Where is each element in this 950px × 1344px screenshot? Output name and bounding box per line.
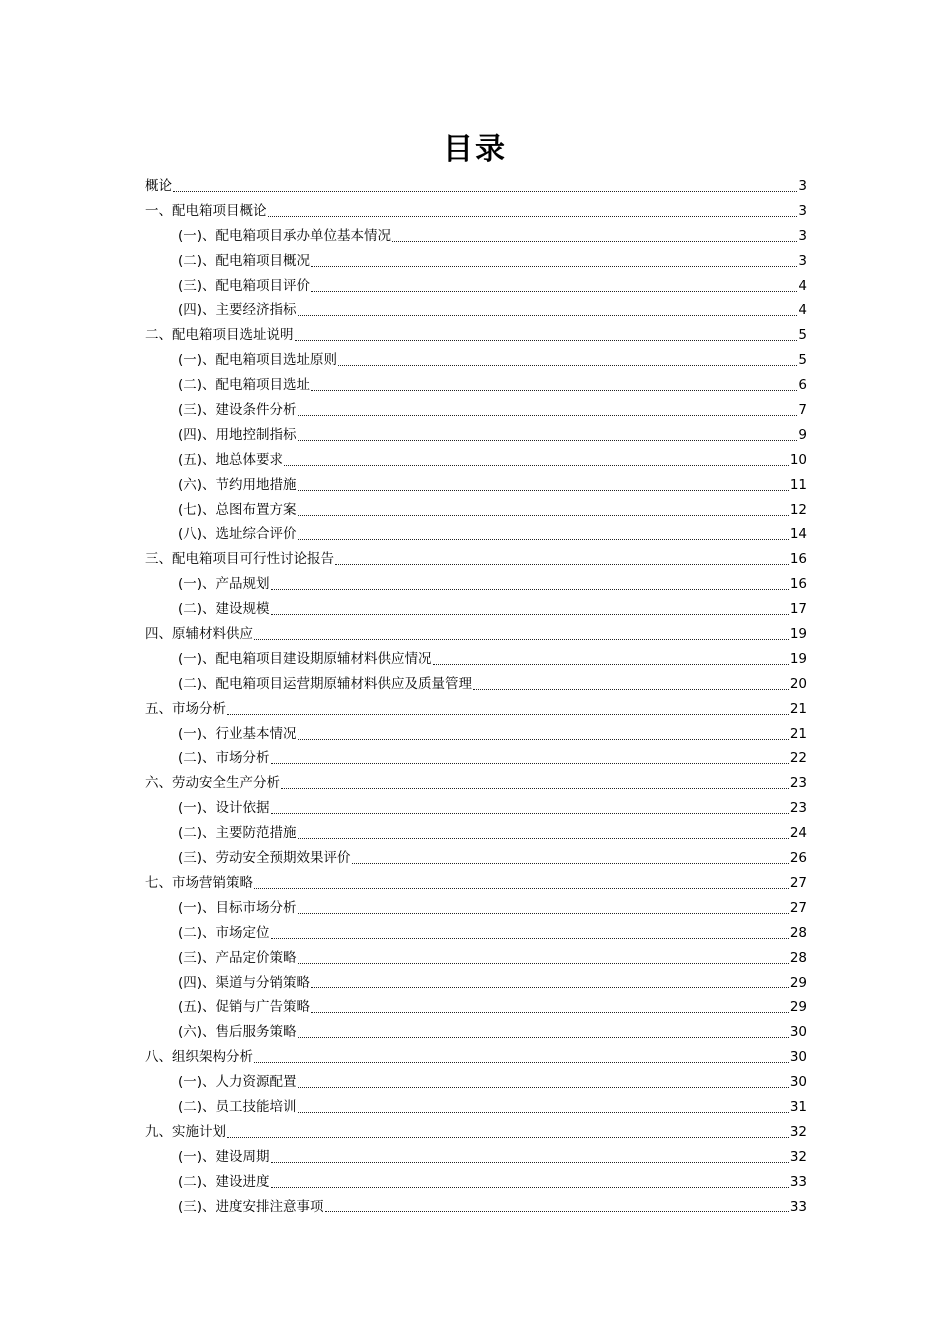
toc-entry-page-number: 21 bbox=[789, 700, 807, 717]
dot-leader bbox=[298, 515, 789, 516]
dot-leader bbox=[473, 689, 789, 690]
toc-entry[interactable] bbox=[145, 174, 807, 199]
toc-entry-label: (三)、建设条件分析 bbox=[178, 402, 297, 419]
toc-entry-label: (七)、总图布置方案 bbox=[178, 501, 297, 518]
toc-entry[interactable] bbox=[145, 373, 807, 398]
toc-entry-page-number: 29 bbox=[789, 974, 807, 991]
dot-leader bbox=[271, 1162, 789, 1163]
dot-leader bbox=[227, 714, 789, 715]
toc-entry-label: (一)、配电箱项目选址原则 bbox=[178, 352, 338, 369]
toc-entry[interactable] bbox=[145, 846, 807, 871]
toc-entry-label: (一)、产品规划 bbox=[178, 576, 270, 593]
dot-leader bbox=[298, 315, 798, 316]
toc-entry-page-number: 16 bbox=[789, 576, 807, 593]
toc-entry-page-number: 30 bbox=[789, 1074, 807, 1091]
toc-entry[interactable] bbox=[145, 672, 807, 697]
toc-entry-label: 概论 bbox=[145, 178, 172, 194]
toc-entry-label: (六)、节约用地措施 bbox=[178, 476, 297, 493]
toc-entry-label: (一)、设计依据 bbox=[178, 800, 270, 817]
toc-entry-page-number: 33 bbox=[789, 1198, 807, 1215]
dot-leader bbox=[298, 1037, 789, 1038]
toc-entry-page-number: 31 bbox=[789, 1098, 807, 1115]
toc-entry-page-number: 3 bbox=[798, 252, 807, 269]
dot-leader bbox=[325, 1211, 789, 1212]
toc-entry[interactable] bbox=[145, 597, 807, 622]
toc-entry-page-number: 21 bbox=[789, 725, 807, 742]
dot-leader bbox=[311, 987, 789, 988]
toc-entry[interactable] bbox=[145, 1045, 807, 1070]
dot-leader bbox=[284, 465, 789, 466]
dot-leader bbox=[298, 440, 798, 441]
toc-entry[interactable] bbox=[145, 622, 807, 647]
dot-leader bbox=[298, 963, 789, 964]
toc-entry-page-number: 27 bbox=[789, 874, 807, 891]
toc-entry[interactable] bbox=[145, 722, 807, 747]
toc-entry-page-number: 5 bbox=[798, 327, 807, 344]
dot-leader bbox=[338, 365, 797, 366]
toc-entry[interactable] bbox=[145, 298, 807, 323]
toc-entry-page-number: 14 bbox=[789, 526, 807, 543]
toc-entry[interactable] bbox=[145, 971, 807, 996]
toc-entry[interactable] bbox=[145, 946, 807, 971]
toc-entry-label: (三)、进度安排注意事项 bbox=[178, 1198, 324, 1215]
toc-entry-page-number: 19 bbox=[789, 650, 807, 667]
toc-entry[interactable] bbox=[145, 1095, 807, 1120]
dot-leader bbox=[271, 1187, 789, 1188]
toc-entry-page-number: 4 bbox=[798, 277, 807, 294]
toc-entry-label: (三)、配电箱项目评价 bbox=[178, 277, 311, 294]
dot-leader bbox=[335, 564, 789, 565]
toc-entry[interactable] bbox=[145, 1195, 807, 1220]
toc-entry[interactable] bbox=[145, 995, 807, 1020]
dot-leader bbox=[254, 1062, 789, 1063]
toc-entry[interactable] bbox=[145, 896, 807, 921]
dot-leader bbox=[254, 888, 789, 889]
toc-entry-label: (五)、地总体要求 bbox=[178, 451, 284, 468]
toc-entry-label: 六、劳动安全生产分析 bbox=[145, 775, 280, 792]
toc-entry-label: (一)、配电箱项目承办单位基本情况 bbox=[178, 227, 392, 244]
dot-leader bbox=[298, 838, 789, 839]
toc-entry-page-number: 20 bbox=[789, 675, 807, 692]
toc-entry-label: 四、原辅材料供应 bbox=[145, 626, 253, 643]
toc-entry-page-number: 17 bbox=[789, 601, 807, 618]
toc-entry[interactable] bbox=[145, 199, 807, 224]
toc-entry-page-number: 16 bbox=[789, 551, 807, 568]
toc-entry-page-number: 33 bbox=[789, 1173, 807, 1190]
toc-entry-page-number: 32 bbox=[789, 1148, 807, 1165]
dot-leader bbox=[352, 863, 789, 864]
toc-entry-page-number: 23 bbox=[789, 775, 807, 792]
toc-entry-label: (五)、促销与广告策略 bbox=[178, 999, 311, 1016]
dot-leader bbox=[298, 539, 789, 540]
toc-entry-page-number: 30 bbox=[789, 1049, 807, 1066]
toc-entry-label: (一)、目标市场分析 bbox=[178, 899, 297, 916]
toc-entry[interactable] bbox=[145, 871, 807, 896]
toc-entry-label: (三)、劳动安全预期效果评价 bbox=[178, 850, 351, 867]
toc-entry-page-number: 27 bbox=[789, 899, 807, 916]
toc-entry[interactable] bbox=[145, 647, 807, 672]
toc-entry-label: (三)、产品定价策略 bbox=[178, 949, 297, 966]
toc-entry-label: 五、市场分析 bbox=[145, 700, 226, 717]
dot-leader bbox=[311, 390, 797, 391]
toc-entry[interactable] bbox=[145, 224, 807, 249]
toc-entry-page-number: 7 bbox=[798, 402, 807, 419]
toc-entry[interactable] bbox=[145, 1170, 807, 1195]
dot-leader bbox=[298, 490, 789, 491]
toc-entry-label: 九、实施计划 bbox=[145, 1123, 226, 1140]
toc-entry-page-number: 19 bbox=[789, 626, 807, 643]
toc-entry[interactable] bbox=[145, 1020, 807, 1045]
toc-entry-label: (二)、配电箱项目运营期原辅材料供应及质量管理 bbox=[178, 675, 473, 692]
dot-leader bbox=[281, 788, 789, 789]
toc-entry[interactable] bbox=[145, 498, 807, 523]
toc-entry[interactable] bbox=[145, 398, 807, 423]
toc-entry[interactable] bbox=[145, 1120, 807, 1145]
dot-leader bbox=[311, 266, 797, 267]
toc-entry[interactable] bbox=[145, 771, 807, 796]
dot-leader bbox=[271, 813, 789, 814]
toc-entry-page-number: 28 bbox=[789, 949, 807, 966]
toc-entry-label: (二)、配电箱项目选址 bbox=[178, 377, 311, 394]
toc-entry-label: (一)、建设周期 bbox=[178, 1148, 270, 1165]
dot-leader bbox=[311, 291, 797, 292]
toc-entry-page-number: 10 bbox=[789, 451, 807, 468]
dot-leader bbox=[173, 191, 797, 192]
dot-leader bbox=[271, 614, 789, 615]
toc-entry[interactable] bbox=[145, 547, 807, 572]
dot-leader bbox=[227, 1137, 789, 1138]
dot-leader bbox=[271, 589, 789, 590]
toc-entry[interactable] bbox=[145, 1145, 807, 1170]
toc-entry-label: (四)、主要经济指标 bbox=[178, 302, 297, 319]
toc-entry-page-number: 3 bbox=[798, 227, 807, 244]
dot-leader bbox=[298, 913, 789, 914]
toc-entry-page-number: 12 bbox=[789, 501, 807, 518]
toc-entry-page-number: 6 bbox=[798, 377, 807, 394]
dot-leader bbox=[298, 415, 798, 416]
dot-leader bbox=[433, 664, 789, 665]
toc-entry-label: (四)、渠道与分销策略 bbox=[178, 974, 311, 991]
toc-entry-label: (八)、选址综合评价 bbox=[178, 526, 297, 543]
toc-entry-page-number: 30 bbox=[789, 1024, 807, 1041]
toc-entry[interactable] bbox=[145, 1070, 807, 1095]
toc-entry-label: (二)、建设规模 bbox=[178, 601, 270, 618]
toc-entry-page-number: 9 bbox=[798, 426, 807, 443]
toc-entry-page-number: 29 bbox=[789, 999, 807, 1016]
toc-entry[interactable] bbox=[145, 796, 807, 821]
toc-entry-page-number: 3 bbox=[798, 178, 807, 194]
toc-entry-page-number: 4 bbox=[798, 302, 807, 319]
toc-entry[interactable] bbox=[145, 323, 807, 348]
toc-entry-label: 一、配电箱项目概论 bbox=[145, 202, 267, 219]
toc-entry-label: (四)、用地控制指标 bbox=[178, 426, 297, 443]
toc-entry[interactable] bbox=[145, 572, 807, 597]
toc-entry-label: (六)、售后服务策略 bbox=[178, 1024, 297, 1041]
dot-leader bbox=[298, 1112, 789, 1113]
toc-entry[interactable] bbox=[145, 348, 807, 373]
page-title: 目录 bbox=[443, 132, 507, 167]
toc-entry[interactable] bbox=[145, 522, 807, 547]
toc-entry-page-number: 5 bbox=[798, 352, 807, 369]
toc-entry-page-number: 11 bbox=[789, 476, 807, 493]
toc-entry-page-number: 24 bbox=[789, 825, 807, 842]
toc-entry[interactable] bbox=[145, 921, 807, 946]
toc-entry-page-number: 32 bbox=[789, 1123, 807, 1140]
toc-entry-label: (二)、市场定位 bbox=[178, 924, 270, 941]
toc-entry-page-number: 23 bbox=[789, 800, 807, 817]
dot-leader bbox=[268, 216, 798, 217]
toc-entry[interactable] bbox=[145, 423, 807, 448]
toc-entry-label: (一)、配电箱项目建设期原辅材料供应情况 bbox=[178, 650, 432, 667]
table-of-contents bbox=[145, 174, 807, 1219]
toc-entry-label: (二)、建设进度 bbox=[178, 1173, 270, 1190]
dot-leader bbox=[392, 241, 797, 242]
toc-entry[interactable] bbox=[145, 821, 807, 846]
toc-entry[interactable] bbox=[145, 448, 807, 473]
toc-entry[interactable] bbox=[145, 697, 807, 722]
toc-entry[interactable] bbox=[145, 473, 807, 498]
dot-leader bbox=[271, 938, 789, 939]
toc-entry[interactable] bbox=[145, 746, 807, 771]
toc-entry-label: 七、市场营销策略 bbox=[145, 874, 253, 891]
toc-entry-page-number: 28 bbox=[789, 924, 807, 941]
toc-entry-page-number: 26 bbox=[789, 850, 807, 867]
toc-entry-label: (一)、人力资源配置 bbox=[178, 1074, 297, 1091]
toc-entry-label: (一)、行业基本情况 bbox=[178, 725, 297, 742]
toc-entry-label: (二)、主要防范措施 bbox=[178, 825, 297, 842]
dot-leader bbox=[295, 340, 798, 341]
dot-leader bbox=[298, 739, 789, 740]
toc-entry-label: (二)、配电箱项目概况 bbox=[178, 252, 311, 269]
toc-entry-label: (二)、员工技能培训 bbox=[178, 1098, 297, 1115]
toc-entry-label: 八、组织架构分析 bbox=[145, 1049, 253, 1066]
toc-entry[interactable] bbox=[145, 249, 807, 274]
dot-leader bbox=[298, 1087, 789, 1088]
toc-entry-label: (二)、市场分析 bbox=[178, 750, 270, 767]
toc-entry-label: 三、配电箱项目可行性讨论报告 bbox=[145, 551, 334, 568]
toc-entry-page-number: 22 bbox=[789, 750, 807, 767]
dot-leader bbox=[271, 763, 789, 764]
toc-entry[interactable] bbox=[145, 274, 807, 299]
dot-leader bbox=[311, 1012, 789, 1013]
dot-leader bbox=[254, 639, 789, 640]
toc-entry-page-number: 3 bbox=[798, 202, 807, 219]
toc-entry-label: 二、配电箱项目选址说明 bbox=[145, 327, 294, 344]
